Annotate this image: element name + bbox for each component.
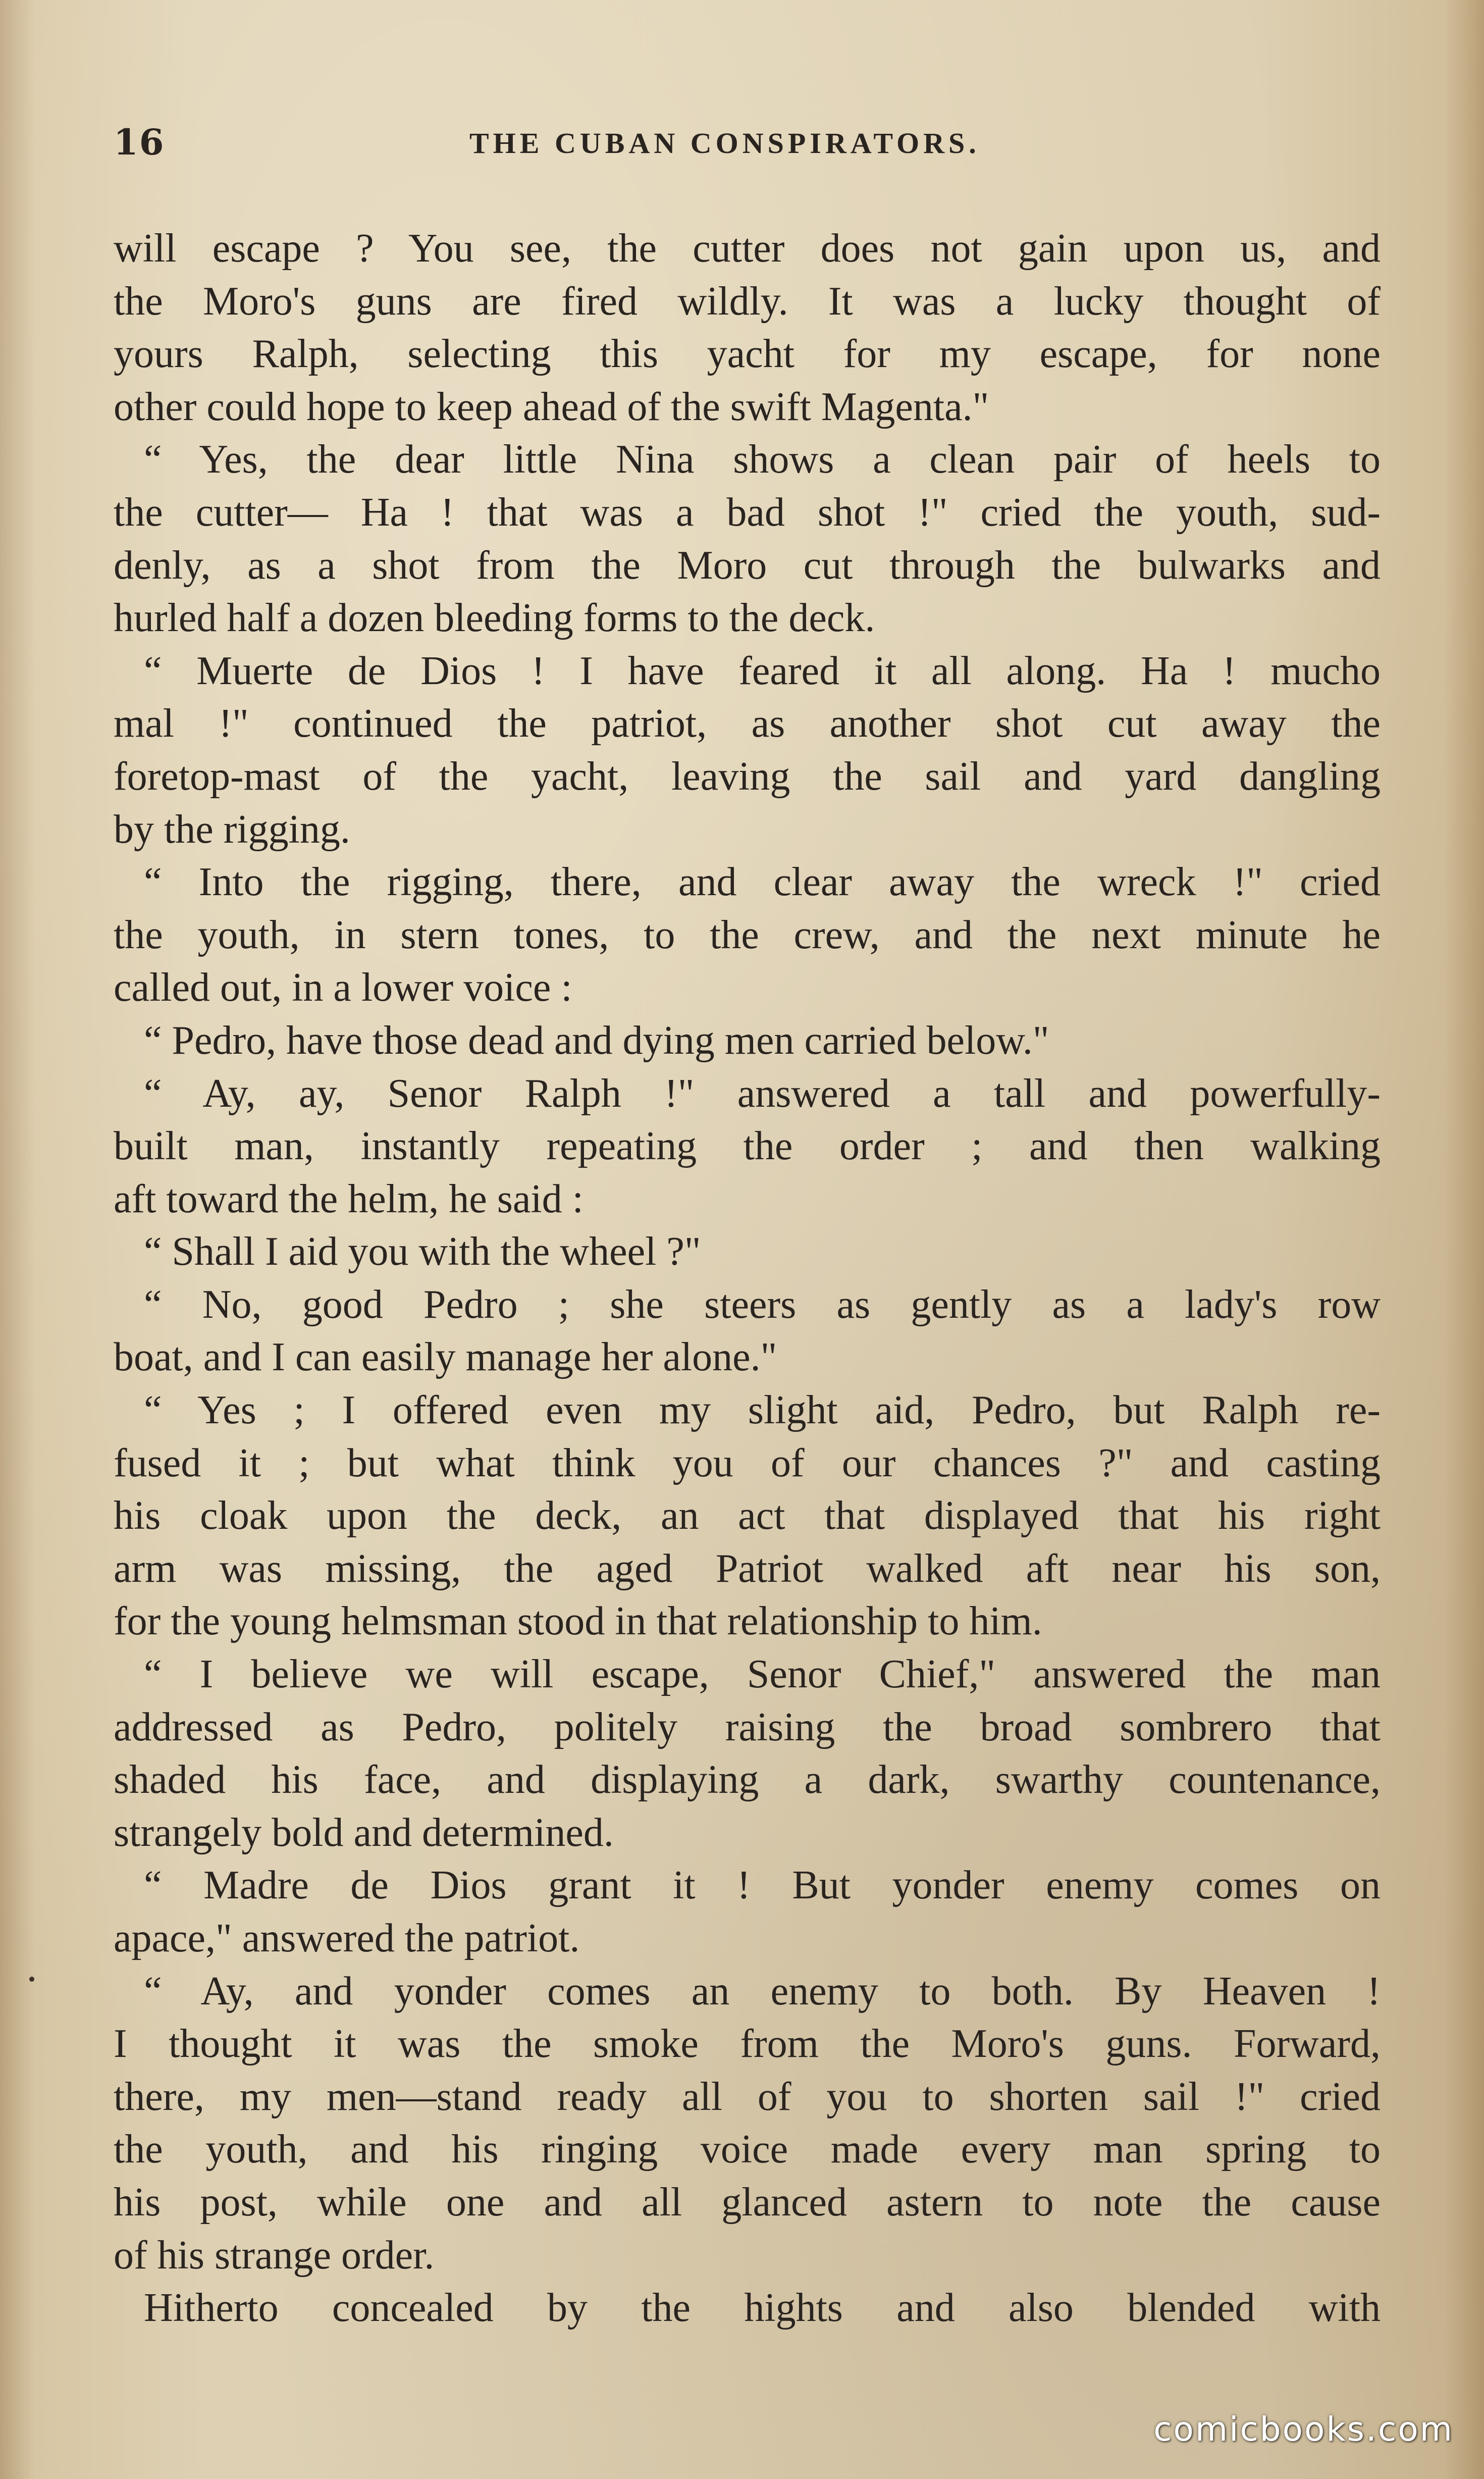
text-line: mal !" continued the patriot, as another shot cut away the — [114, 701, 1381, 746]
text-line: other could hope to keep ahead of the swift Magenta." — [114, 384, 989, 429]
running-head — [114, 121, 1391, 162]
text-line: for the young helmsman stood in that relationship to him. — [114, 1599, 1042, 1644]
text-line: apace," answered the patriot. — [114, 1916, 580, 1960]
text-line: the youth, and his ringing voice made every man spring to — [114, 2127, 1381, 2172]
text-line: denly, as a shot from the Moro cut through the bulwarks and — [114, 543, 1381, 588]
text-line: hurled half a dozen bleeding forms to the deck. — [114, 596, 875, 641]
text-line: “ Yes, the dear little Nina shows a clean pair of heels to — [144, 437, 1381, 482]
text-line: “ Yes ; I offered even my slight aid, Pedro, but Ralph re- — [144, 1388, 1381, 1433]
text-line: by the rigging. — [114, 807, 350, 852]
text-line: “ Ay, ay, Senor Ralph !" answered a tall and powerfully- — [144, 1071, 1381, 1116]
text-line: “ Into the rigging, there, and clear away the wreck !" cried — [144, 860, 1381, 905]
text-line: “ I believe we will escape, Senor Chief," answered the man — [144, 1652, 1381, 1697]
text-line: of his strange order. — [114, 2233, 435, 2278]
text-line: “ No, good Pedro ; she steers as gently as a lady's row — [144, 1282, 1381, 1327]
text-line: called out, in a lower voice : — [114, 965, 572, 1010]
text-line: there, my men—stand ready all of you to shorten sail !" cried — [114, 2074, 1381, 2119]
text-line: “ Pedro, have those dead and dying men carried below." — [144, 1018, 1049, 1063]
text-line: “ Madre de Dios grant it ! But yonder enemy comes on — [144, 1863, 1381, 1908]
page-number: 16 — [114, 121, 165, 163]
watermark: comicbooks.com — [1153, 2410, 1454, 2449]
text-line: “ Shall I aid you with the wheel ?" — [144, 1229, 701, 1274]
text-line: boat, and I can easily manage her alone." — [114, 1335, 777, 1380]
text-line: “ Muerte de Dios ! I have feared it all along. Ha ! mucho — [144, 648, 1381, 693]
text-line: strangely bold and determined. — [114, 1810, 614, 1855]
text-line: aft toward the helm, he said : — [114, 1176, 584, 1221]
text-line: yours Ralph, selecting this yacht for my escape, for none — [114, 332, 1381, 377]
text-line: the cutter— Ha ! that was a bad shot !" cried the youth, sud- — [114, 490, 1381, 535]
text-line: foretop-mast of the yacht, leaving the sail and yard dangling — [114, 754, 1381, 799]
text-line: the Moro's guns are fired wildly. It was a lucky thought of — [114, 279, 1381, 324]
text-line: “ Ay, and yonder comes an enemy to both. By Heaven ! — [144, 1969, 1381, 2013]
text-line: fused it ; but what think you of our chances ?" and casting — [114, 1440, 1381, 1485]
text-line: addressed as Pedro, politely raising the broad sombrero that — [114, 1705, 1381, 1749]
text-line: will escape ? You see, the cutter does not gain upon us, and — [114, 226, 1381, 271]
text-line: his post, while one and all glanced astern to note the cause — [114, 2180, 1381, 2225]
text-line: shaded his face, and displaying a dark, swarthy countenance, — [114, 1758, 1381, 1802]
text-line: I thought it was the smoke from the Moro's guns. Forward, — [114, 2022, 1381, 2067]
text-line: his cloak upon the deck, an act that displayed that his right — [114, 1493, 1381, 1538]
text-line: the youth, in stern tones, to the crew, and the next minute he — [114, 912, 1381, 957]
text-line: Hitherto concealed by the hights and also blended with — [144, 2286, 1381, 2331]
running-title: THE CUBAN CONSPIRATORS. — [469, 127, 980, 160]
body-text — [114, 222, 1381, 2335]
text-line: built man, instantly repeating the order ; and then walking — [114, 1124, 1381, 1169]
text-line: arm was missing, the aged Patriot walked aft near his son, — [114, 1546, 1381, 1591]
page-speck — [29, 1977, 34, 1982]
